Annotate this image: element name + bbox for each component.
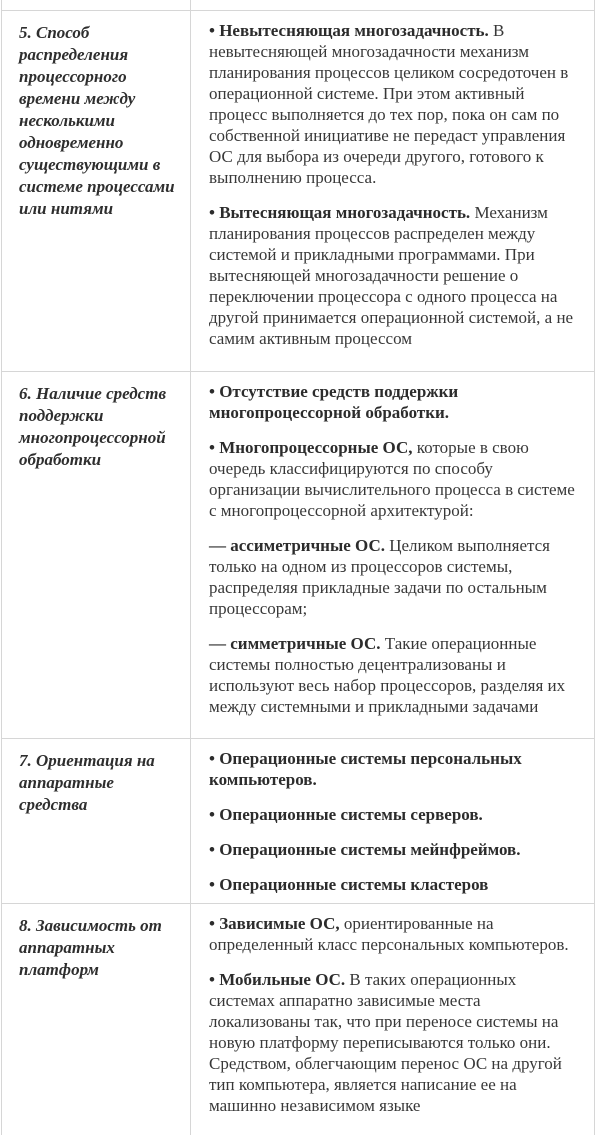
bullet-marker: •: [209, 203, 215, 222]
bold-lead: Вытесняющая многозадачность.: [219, 203, 471, 222]
bullet-paragraph: [209, 202, 582, 349]
bullet-paragraph: [209, 839, 582, 860]
bullet-paragraph: [209, 381, 582, 423]
bullet-marker: •: [209, 382, 215, 401]
bullet-paragraph: [209, 437, 582, 521]
dash-paragraph: [209, 633, 582, 717]
bullet-marker: •: [209, 749, 215, 768]
bold-lead: Операционные системы персональных компьютеров.: [209, 749, 522, 789]
criterion-cell-5: [2, 11, 191, 371]
criterion-cell-6: [2, 372, 191, 738]
bold-lead: Операционные системы кластеров: [219, 875, 489, 894]
bullet-marker: •: [209, 914, 215, 933]
body-text: Механизм планирования процессов распределен между системой и прикладными программами. При вытесняющей многозадачности решение о переключении процессора с одного процесса на другой принимается операционной системой, а не самим активным процессом: [209, 203, 574, 348]
bullet-marker: •: [209, 438, 215, 457]
description-cell-7: [191, 739, 594, 903]
bullet-paragraph: [209, 969, 582, 1116]
table-row-7: [2, 738, 594, 903]
bullet-marker: •: [209, 805, 215, 824]
table-row-8: [2, 903, 594, 1135]
criterion-text-6: 6. Наличие средств поддержки многопроцессорной обработки: [19, 384, 167, 469]
table-row-5: [2, 10, 594, 371]
body-text: ориентированные на определенный класс персональных компьютеров.: [209, 914, 569, 954]
description-cell-6: [191, 372, 594, 738]
bold-lead: Операционные системы серверов.: [219, 805, 483, 824]
bullet-marker: •: [209, 21, 215, 40]
bullet-paragraph: [209, 748, 582, 790]
bullet-marker: •: [209, 970, 215, 989]
bold-lead: Отсутствие средств поддержки многопроцессорной обработки.: [209, 382, 459, 422]
criterion-cell-8: [2, 904, 191, 1135]
criterion-text-7: 7. Ориентация на аппаратные средства: [19, 751, 155, 814]
body-text: В таких операционных системах аппаратно зависимые места локализованы так, что при переносе системы на новую платформу переписываются только они. Средством, облегчающим перенос ОС на другой тип компьютера, является написание ее на машинно независимом языке: [209, 970, 562, 1115]
criterion-text-5: 5. Способ распределения процессорного времени между несколькими одновременно существующими в системе процессами или нитями: [19, 23, 175, 218]
body-text: Целиком выполняется только на одном из процессоров системы, распределяя прикладные задачи по остальным процессорам;: [209, 536, 550, 618]
bold-lead: Операционные системы мейнфреймов.: [219, 840, 521, 859]
criterion-cell-sliver: [2, 0, 191, 10]
table-row-6: [2, 371, 594, 738]
description-cell-8: [191, 904, 594, 1135]
dash-paragraph: [209, 535, 582, 619]
bold-lead: Зависимые ОС,: [219, 914, 340, 933]
bold-lead: Многопроцессорные ОС,: [219, 438, 413, 457]
dash-marker: —: [209, 634, 226, 653]
description-cell-sliver: [191, 0, 594, 10]
criterion-cell-7: [2, 739, 191, 903]
bold-lead: Мобильные ОС.: [219, 970, 346, 989]
bullet-marker: •: [209, 840, 215, 859]
body-text: В невытесняющей многозадачности механизм планирования процессов целиком сосредоточен в операционной системе. При этом активный процесс выполняется до тех пор, пока он сам по собственной инициативе не передаст управления ОС для выбора из очереди другого, готового к выполнению процесса.: [209, 21, 569, 187]
bold-lead: симметричные ОС.: [230, 634, 381, 653]
bullet-paragraph: [209, 913, 582, 955]
os-classification-table: [1, 0, 595, 1135]
body-text: Такие операционные системы полностью децентрализованы и используют весь набор процессоров, разделяя их между системными и прикладными задачами: [209, 634, 566, 716]
bullet-paragraph: [209, 20, 582, 188]
description-cell-5: [191, 11, 594, 371]
bullet-paragraph: [209, 874, 582, 895]
previous-row-sliver: [2, 0, 594, 10]
body-text: которые в свою очередь классифицируются по способу организации вычислительного процесса в системе с многопроцессорной архитектурой:: [209, 438, 575, 520]
dash-marker: —: [209, 536, 226, 555]
criterion-text-8: 8. Зависимость от аппаратных платформ: [19, 916, 162, 979]
bold-lead: Невытесняющая многозадачность.: [219, 21, 489, 40]
bold-lead: ассиметричные ОС.: [230, 536, 385, 555]
bullet-paragraph: [209, 804, 582, 825]
bullet-marker: •: [209, 875, 215, 894]
